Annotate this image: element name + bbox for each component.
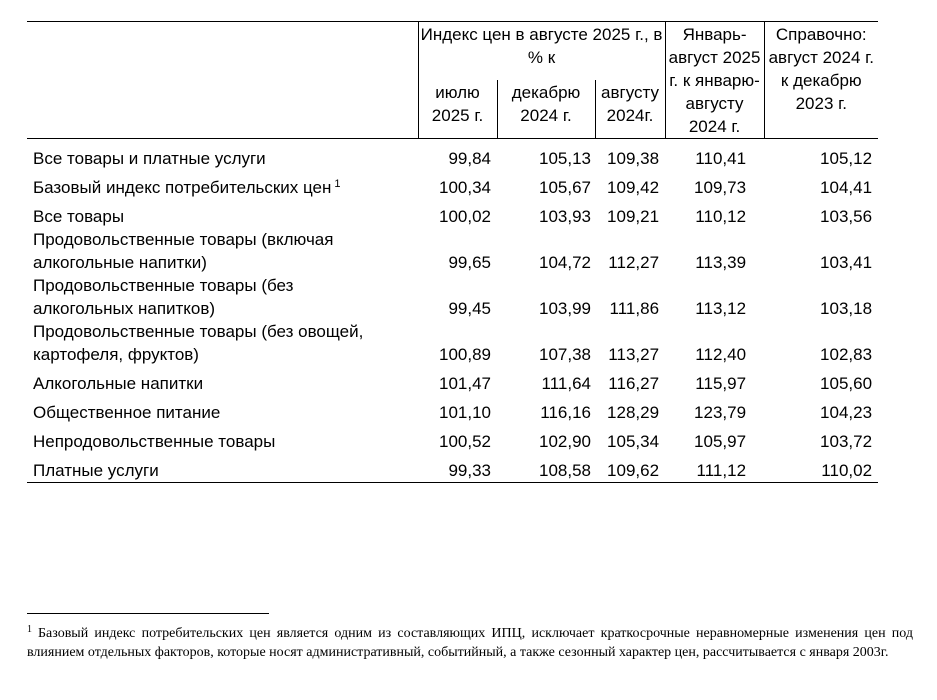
- cell-reference: 103,56: [820, 207, 873, 226]
- row-label-line1: Продовольственные товары (включая: [33, 230, 334, 249]
- row-label-text: Базовый индекс потребительских цен: [33, 178, 332, 197]
- table-row: [27, 199, 878, 228]
- cell-august: 112,27: [608, 253, 660, 272]
- cell-december: 103,99: [539, 299, 591, 318]
- cell-reference: 103,41: [820, 253, 873, 272]
- cell-december: 116,16: [540, 403, 591, 422]
- table-header: [27, 22, 878, 139]
- row-label: Общественное питание: [33, 403, 221, 422]
- table-row: [27, 320, 878, 366]
- row-label: Непродовольственные товары: [33, 432, 276, 451]
- cell-august: 105,34: [607, 432, 660, 451]
- cell-july: 100,02: [439, 207, 491, 226]
- header-december: декабрю 2024 г.: [497, 80, 595, 139]
- cell-reference: 103,18: [820, 299, 873, 318]
- table-body: [27, 139, 878, 483]
- cell-december: 105,67: [539, 178, 591, 197]
- cell-jan-aug: 105,97: [694, 432, 747, 451]
- cell-august: 111,86: [609, 299, 660, 318]
- row-label: Все товары и платные услуги: [33, 149, 266, 168]
- header-july: июлю 2025 г.: [418, 80, 497, 139]
- row-label: [27, 320, 418, 366]
- cell-december: 111,64: [541, 374, 591, 393]
- row-label: Алкогольные напитки: [33, 374, 204, 393]
- header-jan-aug: Январь-август 2025 г. к январю-августу 2024 г.: [665, 22, 764, 139]
- cell-reference: 104,41: [820, 178, 873, 197]
- footnote-marker: 1: [27, 624, 32, 635]
- table-row: [27, 228, 878, 274]
- cell-july: 101,47: [439, 374, 491, 393]
- cell-july: 99,84: [448, 149, 491, 168]
- price-index-table: [27, 21, 878, 483]
- cell-december: 104,72: [539, 253, 591, 272]
- cell-december: 102,90: [539, 432, 591, 451]
- cell-august: 113,27: [608, 345, 660, 364]
- header-reference: Справочно: август 2024 г. к декабрю 2023 г.: [764, 22, 878, 139]
- row-label: [27, 274, 418, 320]
- row-label-line2: алкогольные напитки): [33, 253, 207, 272]
- cell-jan-aug: 109,73: [694, 178, 747, 197]
- header-group-title: Индекс цен в августе 2025 г., в % к: [418, 22, 665, 81]
- footnote: [27, 624, 913, 662]
- table-row: [27, 395, 878, 424]
- table-row: [27, 170, 878, 199]
- cell-july: 101,10: [439, 403, 491, 422]
- row-label-line1: Продовольственные товары (без: [33, 276, 294, 295]
- cell-jan-aug: 113,39: [695, 253, 747, 272]
- cell-jan-aug: 115,97: [695, 374, 747, 393]
- cell-reference: 102,83: [820, 345, 873, 364]
- cell-august: 109,42: [607, 178, 660, 197]
- cell-reference: 105,60: [820, 374, 873, 393]
- header-august: августу 2024г.: [595, 80, 665, 139]
- cell-jan-aug: 123,79: [694, 403, 747, 422]
- cell-july: 99,65: [448, 253, 491, 272]
- row-label-line1: Продовольственные товары (без овощей,: [33, 322, 364, 341]
- cell-jan-aug: 111,12: [665, 453, 764, 483]
- cell-july: 100,34: [439, 178, 491, 197]
- cell-reference: 103,72: [820, 432, 873, 451]
- cell-december: 107,38: [539, 345, 591, 364]
- table-row: [27, 424, 878, 453]
- cell-december: 105,13: [539, 149, 591, 168]
- footnote-ref: 1: [334, 178, 341, 190]
- cell-august: 128,29: [607, 403, 660, 422]
- cell-reference: 110,02: [764, 453, 878, 483]
- footnote-text: Базовый индекс потребительских цен является одним из составляющих ИПЦ, исключает краткосрочные неравномерные изменения цен под влиянием отдельных факторов, которые носят административный, событийный, а также сезонный характер цен, рассчитывается с января 2003г.: [27, 626, 913, 660]
- table-row: [27, 366, 878, 395]
- cell-jan-aug: 112,40: [695, 345, 747, 364]
- row-label: Платные услуги: [27, 453, 418, 483]
- cell-reference: 105,12: [820, 149, 873, 168]
- cell-july: 100,89: [439, 345, 491, 364]
- header-blank-cell: [27, 22, 418, 139]
- row-label: [27, 228, 418, 274]
- row-label: Все товары: [33, 207, 125, 226]
- cell-december: 103,93: [539, 207, 591, 226]
- cell-august: 116,27: [608, 374, 660, 393]
- footnote-divider: [27, 613, 269, 614]
- row-label-line2: алкогольных напитков): [33, 299, 216, 318]
- cell-july: 99,33: [418, 453, 497, 483]
- table-row: [27, 139, 878, 171]
- cell-jan-aug: 113,12: [695, 299, 747, 318]
- cell-jan-aug: 110,12: [695, 207, 747, 226]
- cell-july: 99,45: [448, 299, 491, 318]
- row-label-line2: картофеля, фруктов): [33, 345, 199, 364]
- cell-december: 108,58: [497, 453, 595, 483]
- cell-august: 109,62: [595, 453, 665, 483]
- cell-august: 109,38: [607, 149, 660, 168]
- cell-jan-aug: 110,41: [695, 149, 747, 168]
- table-row: [27, 453, 878, 483]
- row-label: [27, 170, 418, 199]
- table-row: [27, 274, 878, 320]
- cell-reference: 104,23: [820, 403, 873, 422]
- cell-august: 109,21: [607, 207, 660, 226]
- cell-july: 100,52: [439, 432, 491, 451]
